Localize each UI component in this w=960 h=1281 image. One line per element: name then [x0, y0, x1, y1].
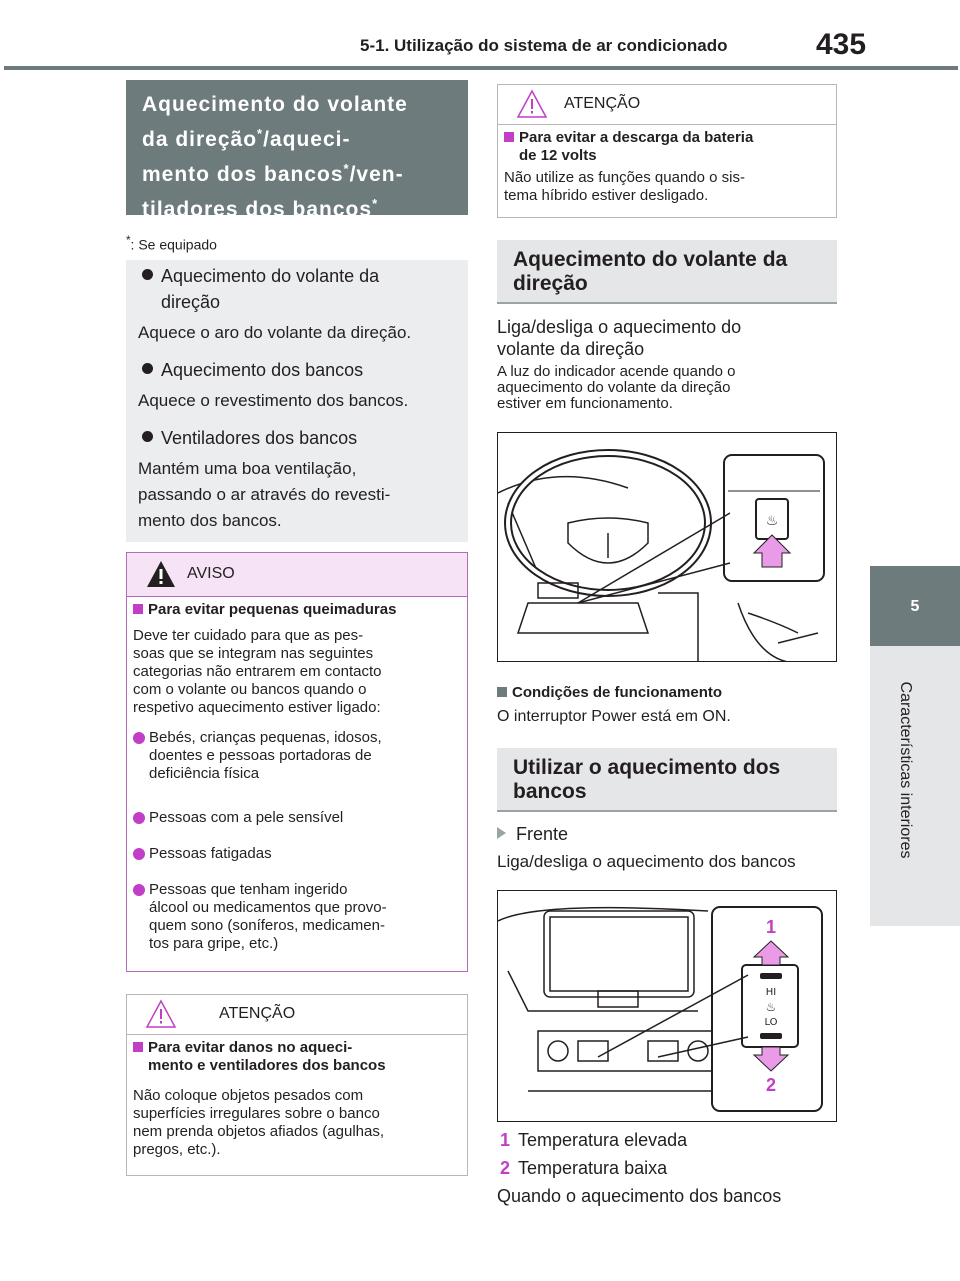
- seat-heater-illustration: [497, 890, 837, 1122]
- main-heading-line1: Aquecimento do volante: [142, 93, 408, 116]
- square-bullet-icon: [497, 687, 507, 697]
- aviso-bullet: Bebés, crianças pequenas, idosos, doentes e pessoas portadoras de deficiência física: [133, 729, 382, 783]
- steering-heater-illustration: [497, 432, 837, 662]
- triangle-bullet-icon: [497, 827, 506, 839]
- feature-desc: Mantém uma boa ventilação, passando o ar através do revesti- mento dos bancos.: [138, 459, 391, 530]
- feature-item: Ventiladores dos bancos: [142, 428, 357, 449]
- feature-item-cont: direção: [161, 292, 221, 312]
- atencao-subtitle: Para evitar a descarga da bateria de 12 volts: [504, 129, 753, 165]
- main-heading-line4: tiladores dos bancos*: [142, 196, 379, 221]
- aviso-bullet: Pessoas que tenham ingerido álcool ou medicamentos que provo- quem sono (soníferos, medicamen- tos para gripe, etc.): [133, 881, 387, 953]
- chapter-label: Características interiores: [897, 681, 914, 859]
- svg-text:♨: ♨: [765, 1000, 777, 1014]
- main-heading-line3: mento dos bancos*/ven-: [142, 161, 404, 186]
- feature-item: Aquecimento dos bancos: [142, 360, 363, 381]
- square-bullet-icon: [133, 1042, 143, 1052]
- conditions-text: O interruptor Power está em ON.: [497, 708, 731, 725]
- atencao-subtitle: Para evitar danos no aqueci- mento e ventiladores dos bancos: [133, 1039, 386, 1075]
- aviso-bullet: Pessoas fatigadas: [133, 845, 272, 863]
- seats-trailing-text: Quando o aquecimento dos bancos: [497, 1186, 782, 1206]
- caution-icon: [145, 999, 177, 1029]
- dot-bullet-icon: [133, 848, 145, 860]
- header-rule: [4, 66, 958, 70]
- steering-lead: Liga/desliga o aquecimento do volante da direção: [497, 317, 742, 359]
- square-bullet-icon: [133, 604, 143, 614]
- bullet-dot: [142, 431, 153, 442]
- aviso-box: [126, 552, 468, 972]
- chapter-number: 5: [910, 598, 920, 615]
- legend-item-1: 1 Temperatura elevada: [500, 1130, 688, 1150]
- atencao-box-right: [497, 84, 837, 218]
- atencao-label: ATENÇÃO: [219, 1005, 296, 1022]
- footnote: *: Se equipado: [126, 234, 217, 253]
- hi-label: HI: [765, 987, 777, 998]
- atencao-header: [498, 85, 836, 125]
- feature-desc: Aquece o revestimento dos bancos.: [138, 391, 409, 410]
- feature-desc: Aquece o aro do volante da direção.: [138, 323, 412, 342]
- dot-bullet-icon: [133, 732, 145, 744]
- aviso-bullet: Pessoas com a pele sensível: [133, 809, 343, 827]
- warning-icon: [145, 559, 177, 589]
- atencao-body: Não coloque objetos pesados com superfícies irregulares sobre o banco nem prenda objetos afiados (agulhas, pregos, etc.).: [133, 1087, 385, 1158]
- section-heading-seats: Utilizar o aquecimento dos bancos: [497, 748, 837, 812]
- chapter-label-wrap: [897, 681, 925, 859]
- atencao-header: [127, 995, 467, 1035]
- callout-1: 1: [765, 917, 777, 937]
- aviso-subtitle: Para evitar pequenas queimaduras: [133, 601, 396, 619]
- steering-note: A luz do indicador acende quando o aquecimento do volante da direção estiver em funcionamento.: [497, 363, 736, 412]
- lo-label: LO: [764, 1017, 778, 1028]
- bullet-dot: [142, 363, 153, 374]
- running-header: 5-1. Utilização do sistema de ar condicionado: [360, 36, 728, 55]
- caution-icon: [516, 89, 548, 119]
- dot-bullet-icon: [133, 884, 145, 896]
- svg-text:♨: ♨: [765, 513, 779, 529]
- square-bullet-icon: [504, 132, 514, 142]
- steering-wheel-illustration: [498, 433, 837, 662]
- aviso-header: [127, 553, 467, 597]
- chapter-tab: [870, 566, 960, 646]
- aviso-body: Deve ter cuidado para que as pes- soas que se integram nas seguintes categorias não entrarem em contacto com o volante ou bancos quando o respetivo aquecimento estiver ligado:: [133, 627, 382, 716]
- conditions-title: Condições de funcionamento: [497, 684, 722, 701]
- main-heading: [126, 80, 468, 221]
- aviso-label: AVISO: [187, 565, 235, 582]
- bullet-dot: [142, 269, 153, 280]
- atencao-label: ATENÇÃO: [564, 95, 641, 112]
- legend-item-2: 2 Temperatura baixa: [500, 1158, 668, 1178]
- atencao-box-left: [126, 994, 468, 1176]
- feature-item: Aquecimento do volante da: [142, 266, 379, 287]
- atencao-body: Não utilize as funções quando o sis- tema híbrido estiver desligado.: [504, 169, 745, 204]
- page-number: 435: [816, 28, 867, 61]
- dashboard-illustration: [498, 891, 837, 1122]
- front-label: Frente: [497, 824, 568, 845]
- main-heading-line2: da direção*/aqueci-: [142, 126, 351, 151]
- section-heading-steering: Aquecimento do volante da direção: [497, 240, 837, 304]
- dot-bullet-icon: [133, 812, 145, 824]
- seats-lead: Liga/desliga o aquecimento dos bancos: [497, 852, 796, 871]
- callout-2: 2: [765, 1075, 777, 1095]
